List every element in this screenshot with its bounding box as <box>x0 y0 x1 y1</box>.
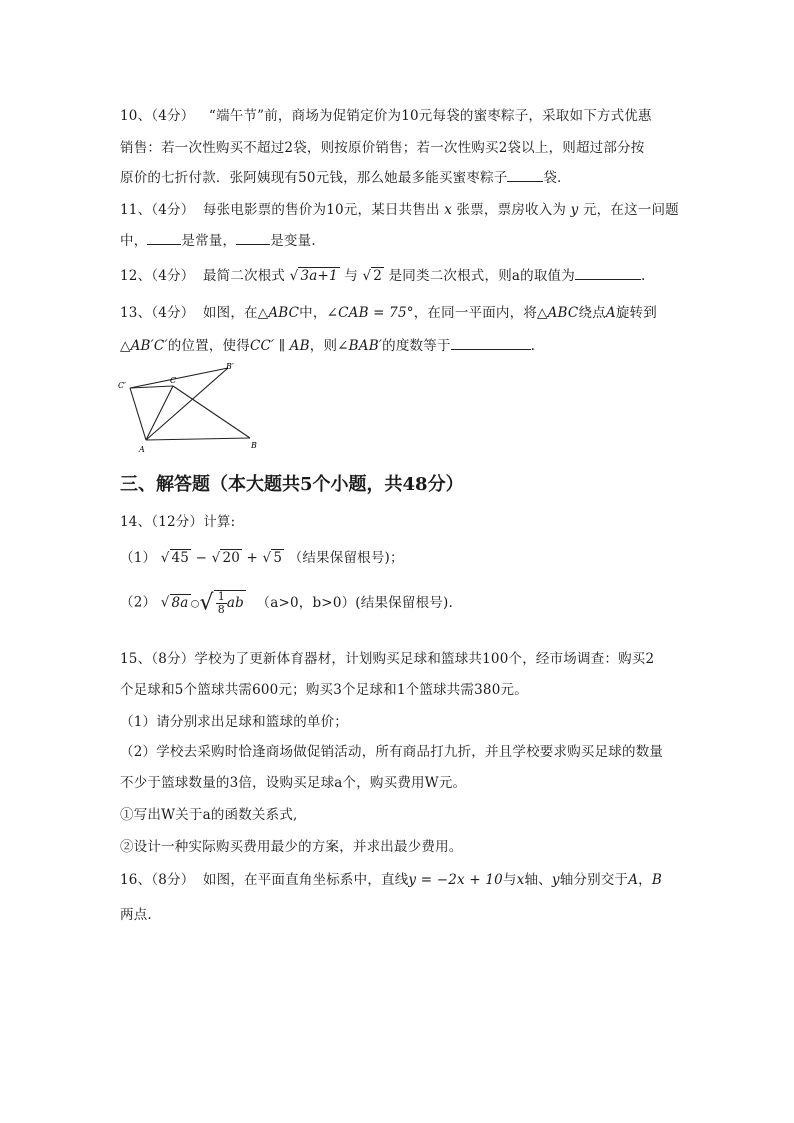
q16-text-1d: 轴分别交于 <box>559 872 629 888</box>
q15-text-1: 学校为了更新体育器材，计划购买足球和篮球共100个，经市场调查：购买2 <box>194 651 655 667</box>
q14-p2-ab: ab <box>226 595 245 611</box>
q12-number: 12、（4分） <box>120 268 195 284</box>
q16-number: 16、（8分） <box>120 872 195 888</box>
q15-line-5: 不少于篮球数量的3倍，设购买足球a个，购买费用W元。 <box>120 775 467 791</box>
sqrt-icon: √ <box>211 550 221 566</box>
q12-text-c: 是同类二次根式，则a的取值为 <box>388 268 575 284</box>
label-c: C <box>170 376 177 385</box>
q11-line-2 <box>120 229 316 249</box>
q13-text-1d: 绕点 <box>578 305 606 321</box>
q16-x: x <box>516 872 525 888</box>
q12-radicand-1: 3a+1 <box>300 268 338 284</box>
q11-var-x: x <box>444 202 453 218</box>
q11-text-2c: 是变量. <box>270 233 316 249</box>
q13-text-2a: △ <box>120 338 131 354</box>
q14-p2-label: （2） <box>120 594 157 611</box>
q16-line-2: 两点. <box>120 907 152 923</box>
q16-y: y <box>551 872 560 888</box>
q13-text-1b: 中，∠ <box>299 305 339 321</box>
q11-text-1a: 每张电影票的售价为10元，某日共售出 <box>202 202 440 218</box>
sqrt-icon: √ <box>262 550 272 566</box>
line-a-b <box>146 438 250 440</box>
q13-answer-blank[interactable] <box>451 337 531 350</box>
label-b: B <box>251 441 257 450</box>
q13-abc-3: AB′C′ <box>130 338 168 354</box>
sqrt-icon: √ <box>160 594 170 611</box>
q10-line-2: 销售：若一次性购买不超过2袋，则按原价销售；若一次性购买2袋以上，则超过部分按 <box>120 140 645 156</box>
q16-comma: ， <box>638 872 652 888</box>
q14-p1-radicand-1: 45 <box>171 550 190 566</box>
q10-text-3b: 袋． <box>543 170 571 186</box>
q10-number: 10、（4分） <box>120 108 195 124</box>
q13-parallel: CC′ ∥ AB <box>249 338 310 354</box>
q14-part-2 <box>120 590 453 616</box>
q16-line-1 <box>120 868 662 888</box>
q13-line-1 <box>120 301 657 321</box>
label-c-prime: C′ <box>118 381 126 390</box>
q14-p1-note: （结果保留根号)； <box>288 550 404 566</box>
q13-text-2b: 的位置，使得 <box>167 338 250 354</box>
label-b-prime: B′ <box>226 362 234 371</box>
label-a: A <box>139 445 145 454</box>
q14-p2-numerator: 1 <box>217 590 225 603</box>
q11-text-1b: 张票，票房收入为 <box>456 202 567 218</box>
q14-p2-condition: （a>0，b>0）(结果保留根号). <box>256 594 453 611</box>
q11-constant-blank[interactable] <box>147 232 181 245</box>
q10-line-1 <box>120 104 652 124</box>
q14-number: 14、（12分） <box>120 514 204 530</box>
q13-text-2c: ，则∠ <box>309 338 349 354</box>
q13-text-2e: . <box>530 338 536 354</box>
q12-text-d: . <box>640 268 646 284</box>
q16-text-1c: 轴、 <box>524 872 552 888</box>
q11-text-1c: 元，在这一问题 <box>582 202 679 218</box>
q14-part-1 <box>120 546 404 566</box>
q10-line-3 <box>120 166 571 186</box>
q13-rotation-figure <box>116 362 266 454</box>
sqrt-icon: √ <box>289 268 299 284</box>
q14-p1-radicand-2: 20 <box>222 550 241 566</box>
q15-line-3: （1）请分别求出足球和篮球的单价； <box>120 714 348 730</box>
line-a-c <box>146 386 173 440</box>
q14-p1-minus: − <box>195 550 208 566</box>
q10-text-3a: 原价的七折付款．张阿姨现有50元钱，那么她最多能买蜜枣粽子 <box>120 170 508 186</box>
q12-radicand-2: 2 <box>373 268 383 284</box>
line-a-bprime <box>146 368 228 440</box>
q13-text-2d: 的度数等于 <box>382 338 451 354</box>
q14-p2-radicand-2 <box>214 590 246 616</box>
q14-line-1 <box>120 510 235 530</box>
q14-p1-label: （1） <box>120 550 157 566</box>
q13-text-1a: 如图，在△ <box>202 305 269 321</box>
q11-number: 11、（4分） <box>120 202 195 218</box>
q15-line-6: ①写出W关于a的函数关系式, <box>120 807 298 823</box>
q11-var-y: y <box>570 202 579 218</box>
q16-point-b: B <box>651 872 662 888</box>
sqrt-icon: √ <box>199 590 214 616</box>
q16-point-a: A <box>628 872 639 888</box>
q13-point-a: A <box>605 305 616 321</box>
q14-p2-dot: ○ <box>190 598 200 610</box>
q15-line-1 <box>120 647 654 667</box>
line-cprime-a <box>130 388 146 440</box>
q16-text-1b: 与 <box>502 872 517 888</box>
section-3-heading: 三、解答题（本大题共5个小题，共48分） <box>120 474 464 495</box>
q12-line <box>120 264 645 284</box>
q15-line-2: 个足球和5个篮球共需600元；购买3个足球和1个篮球共需380元。 <box>120 682 528 698</box>
q11-text-2a: 中， <box>120 233 148 249</box>
q15-line-4: （2）学校去采购时恰逢商场做促销活动，所有商品打九折，并且学校要求购买足球的数量 <box>120 744 664 760</box>
q11-line-1 <box>120 198 679 218</box>
q16-equation: y = −2x + 10 <box>408 872 503 888</box>
q12-answer-blank[interactable] <box>575 267 641 280</box>
q13-abc-2: ABC <box>547 305 579 321</box>
line-cprime-bprime <box>130 368 228 388</box>
q13-angle-bab: BAB′ <box>348 338 383 354</box>
q16-text-1a: 如图，在平面直角坐标系中，直线 <box>202 872 409 888</box>
q13-number: 13、（4分） <box>120 305 195 321</box>
q15-number: 15、（8分） <box>120 651 195 667</box>
q13-text-1c: ，在同一平面内，将△ <box>413 305 548 321</box>
q14-p2-fraction <box>216 591 227 616</box>
q12-text-b: 与 <box>344 268 358 284</box>
q11-text-2b: 是常量， <box>181 233 237 249</box>
q14-p1-plus: + <box>246 550 259 566</box>
q13-text-1e: 旋转到 <box>615 305 657 321</box>
q13-angle-cab: CAB = 75° <box>338 305 414 321</box>
sqrt-icon: √ <box>362 268 372 284</box>
q10-answer-blank[interactable] <box>507 169 543 182</box>
line-c-b <box>173 386 250 438</box>
q14-p2-radicand-1: 8a <box>171 594 189 611</box>
q11-variable-blank[interactable] <box>236 232 270 245</box>
q13-line-2 <box>120 334 535 354</box>
sqrt-icon: √ <box>160 550 170 566</box>
q10-text-1: “端午节”前，商场为促销定价为10元每袋的蜜枣粽子，采取如下方式优惠 <box>208 108 652 124</box>
q14-intro: 计算: <box>203 514 236 530</box>
q14-p2-denominator: 8 <box>217 603 225 616</box>
q12-text-a: 最简二次根式 <box>202 268 286 284</box>
q13-abc-1: ABC <box>268 305 300 321</box>
q14-p1-radicand-3: 5 <box>273 550 283 566</box>
q15-line-7: ②设计一种实际购买费用最少的方案，并求出最少费用。 <box>120 839 463 855</box>
